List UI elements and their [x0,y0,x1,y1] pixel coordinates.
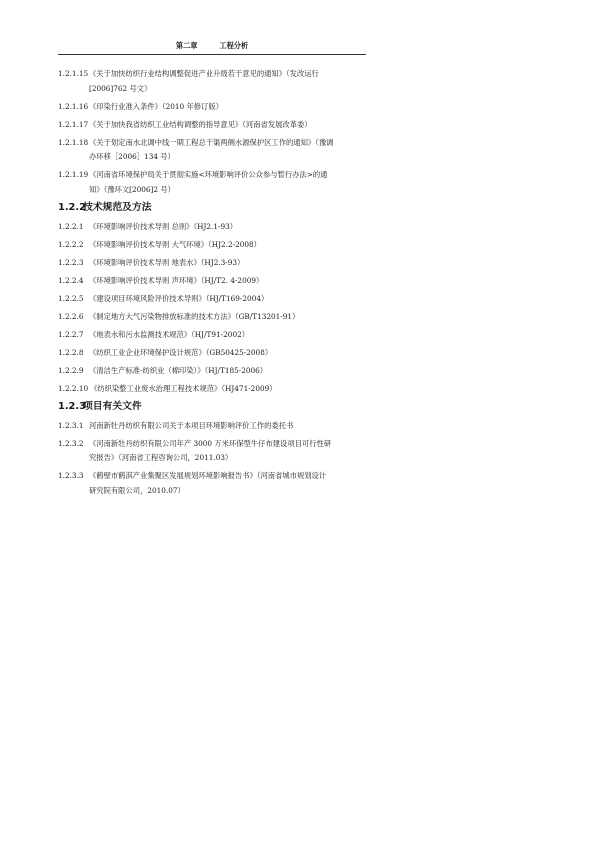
item-number: 1.2.2.3 [58,257,84,267]
item-number: 1.2.1.18 [58,137,89,147]
list-item [58,419,370,434]
list-item [58,310,370,325]
item-number: 1.2.2.6 [58,311,84,321]
section-heading [58,201,370,214]
item-text: 《河南新牡丹纺织有限公司年产 3000 万米环保型牛仔布建设项目可行性研 [89,438,332,448]
list-item [58,238,370,253]
item-text: 《环境影响评价技术导则 总则》（HJ2.1-93） [89,221,238,231]
section-title: 技术规范及方法 [83,201,152,213]
item-text-continued: 研究院有限公司，2010.07） [89,485,185,495]
item-text: 《河南省环境保护局关于贯彻实施<环境影响评价公众参与暂行办法>的通 [89,170,328,179]
chapter-label: 第二章 [175,41,198,50]
list-item [58,469,370,498]
page-header [58,41,366,51]
item-text: 《环境影响评价技术导则 地表水》（HJ2.3-93） [89,257,245,267]
list-item [58,382,370,397]
item-text: 河南新牡丹纺织有限公司关于本项目环境影响评价工作的委托书 [89,420,294,430]
list-item [58,292,370,307]
item-number: 1.2.1.16 [58,101,89,111]
item-text: 《地表水和污水监测技术规范》（HJ/T91-2002） [89,329,250,339]
list-item [58,274,370,289]
item-number: 1.2.1.15 [58,69,89,78]
item-number: 1.2.2.1 [58,221,84,231]
list-item [58,346,370,361]
section-title: 项目有关文件 [83,400,142,412]
item-text: 《纺织工业企业环境保护设计规范》（GB50425-2008） [89,347,273,357]
list-item [58,67,370,96]
list-item [58,364,370,379]
item-text: 《关于加快纺织行业结构调整促进产业升级若干意见的通知》（发改运行 [89,69,319,78]
item-number: 1.2.1.17 [58,119,89,129]
item-text: 《环境影响评价技术导则 大气环境》（HJ2.2-2008） [89,239,261,249]
chapter-title: 工程分析 [219,41,249,50]
item-text-continued: [2006]762 号文） [89,83,152,93]
item-text: 《清洁生产标准-纺织业（棉印染）》（HJ/T185-2006） [89,365,268,375]
list-item [58,437,370,466]
item-number: 1.2.3.1 [58,420,84,430]
list-item [58,136,370,165]
header-divider [58,54,366,55]
list-item [58,220,370,235]
list-item [58,168,370,197]
item-number: 1.2.1.19 [58,170,89,179]
document-body [58,67,370,502]
list-item [58,328,370,343]
list-item [58,118,370,133]
item-text: 《鹤壁市鹤淇产业集聚区发展规划环境影响报告书》（河南省城市规划设计 [89,471,327,480]
section-number: 1.2.2 [58,201,86,213]
item-number: 1.2.3.3 [58,471,84,480]
item-text-continued: 办环移［2006］134 号） [89,152,175,161]
item-number: 1.2.2.10 [58,383,89,393]
item-text: 《纺织染整工业废水治理工程技术规范》（HJ471-2009） [90,383,277,393]
list-item [58,100,370,115]
item-text: 《印染行业准入条件》（2010 年修订版） [89,101,223,111]
item-number: 1.2.2.7 [58,329,84,339]
list-item [58,256,370,271]
item-number: 1.2.2.9 [58,365,84,375]
item-number: 1.2.2.4 [58,275,84,285]
item-number: 1.2.2.5 [58,293,84,303]
item-text: 《环境影响评价技术导则 声环境》（HJ/T2. 4-2009） [89,275,264,285]
item-text: 《关于划定南水北调中线一期工程总干渠两侧水源保护区工作的通知》（豫调 [89,137,334,147]
item-text-continued: 究报告》（河南省工程咨询公司，2011.03） [89,453,233,462]
section-number: 1.2.3 [58,400,86,412]
item-number: 1.2.2.8 [58,347,84,357]
section-heading [58,400,370,413]
item-text: 《制定地方大气污染物排放标准的技术方法》（GB/T13201-91） [89,311,300,321]
item-text: 《建设项目环境风险评价技术导则》（HJ/T169-2004） [89,293,269,303]
item-number: 1.2.2.2 [58,239,84,249]
item-number: 1.2.3.2 [58,438,84,448]
item-text: 《关于加快我省纺织工业结构调整的指导意见》（河南省发展改革委） [89,119,312,129]
item-text-continued: 知》（豫环文[2006]2 号） [89,184,175,194]
